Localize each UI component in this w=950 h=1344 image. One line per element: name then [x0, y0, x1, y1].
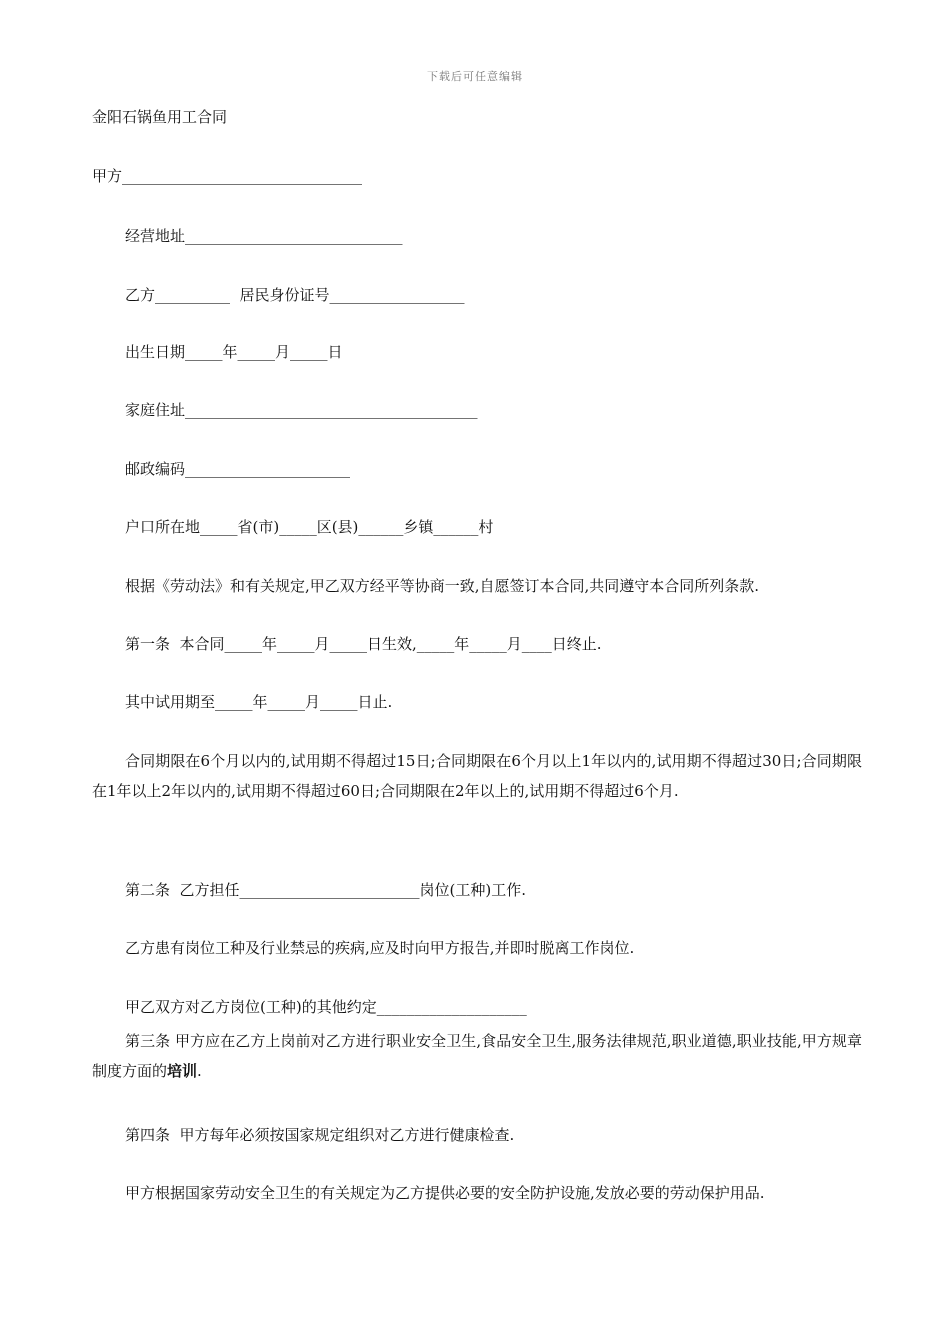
- article-3-bold-text: 培训: [167, 1062, 198, 1080]
- protection-paragraph: 甲方根据国家劳动安全卫生的有关规定为乙方提供必要的安全防护设施,发放必要的劳动保护用品.: [125, 1184, 765, 1202]
- page-header: 下载后可任意编辑: [427, 70, 523, 83]
- party-a-line: 甲方________________________________: [92, 167, 363, 185]
- postcode-line: 邮政编码______________________: [125, 460, 351, 478]
- article-1: 第一条 本合同_____年_____月_____日生效,_____年_____月____日终止.: [125, 635, 602, 653]
- article-2: 第二条 乙方担任________________________岗位(工种)工作.: [125, 881, 527, 899]
- disease-paragraph: 乙方患有岗位工种及行业禁忌的疾病,应及时向甲方报告,并即时脱离工作岗位.: [125, 939, 635, 957]
- hukou-line: 户口所在地_____省(市)_____区(县)______乡镇______村: [125, 518, 494, 536]
- article-4: 第四条 甲方每年必须按国家规定组织对乙方进行健康检查.: [125, 1126, 515, 1144]
- document-title: 金阳石锅鱼用工合同: [92, 108, 228, 126]
- home-address-line: 家庭住址_______________________________________: [125, 401, 478, 419]
- party-b-line: 乙方__________ 居民身份证号__________________: [125, 286, 465, 304]
- article-3-end: .: [197, 1062, 202, 1080]
- business-address-line: 经营地址_____________________________: [125, 227, 403, 245]
- trial-period-line: 其中试用期至_____年_____月_____日止.: [125, 693, 393, 711]
- trial-rule-paragraph: 合同期限在6个月以内的,试用期不得超过15日;合同期限在6个月以上1年以内的,试用期不得超过30日;合同期限在1年以上2年以内的,试用期不得超过60日;合同期限在2年以上的,试用期不得超过6个月.: [92, 752, 862, 800]
- article-3: [92, 1026, 862, 1086]
- preamble-paragraph: 根据《劳动法》和有关规定,甲乙双方经平等协商一致,自愿签订本合同,共同遵守本合同所列条款.: [125, 577, 760, 595]
- article-3-text: 第三条 甲方应在乙方上岗前对乙方进行职业安全卫生,食品安全卫生,服务法律规范,职业道德,职业技能,甲方规章制度方面的: [92, 1032, 862, 1080]
- birth-date-line: 出生日期_____年_____月_____日: [125, 343, 343, 361]
- other-agreement-line: 甲乙双方对乙方岗位(工种)的其他约定____________________: [125, 998, 527, 1016]
